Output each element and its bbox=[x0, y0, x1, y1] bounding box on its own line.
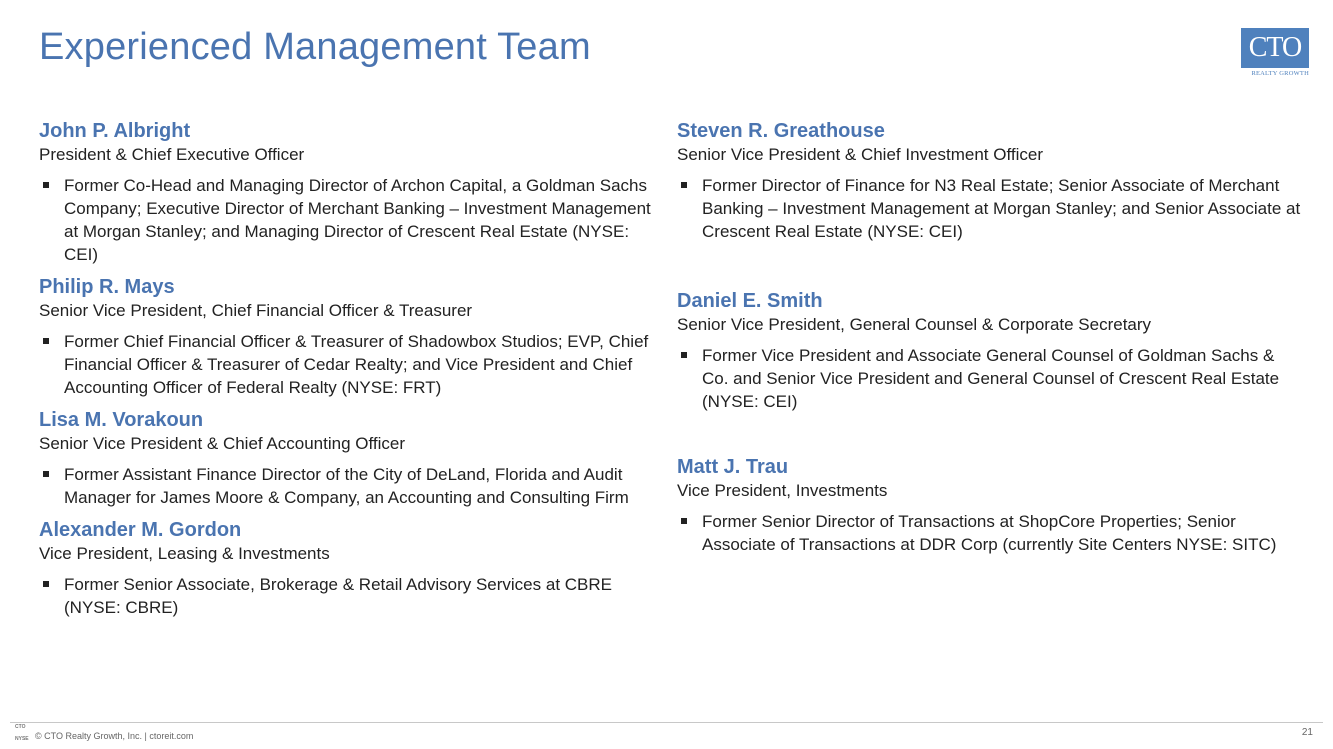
page-title: Experienced Management Team bbox=[39, 26, 591, 68]
member-bio-item bbox=[677, 510, 1302, 556]
member-role: President & Chief Executive Officer bbox=[39, 145, 305, 164]
member-bio-text: Former Senior Director of Transactions at ShopCore Properties; Senior Associate of Transactions at DDR Corp (currently Site Centers NYSE: SITC) bbox=[702, 512, 1277, 554]
square-bullet-icon bbox=[43, 471, 49, 477]
member-role: Senior Vice President, General Counsel & Corporate Secretary bbox=[677, 315, 1152, 334]
square-bullet-icon bbox=[43, 182, 49, 188]
member-name: Alexander M. Gordon bbox=[39, 519, 242, 541]
member-name: Daniel E. Smith bbox=[677, 290, 823, 312]
member-bio-text: Former Senior Associate, Brokerage & Retail Advisory Services at CBRE (NYSE: CBRE) bbox=[64, 575, 612, 617]
square-bullet-icon bbox=[43, 581, 49, 587]
member-bio-text: Former Director of Finance for N3 Real Estate; Senior Associate of Merchant Banking – Investment Management at Morgan Stanley; and Senior Associate at Crescent Real Estate (NYSE: CEI) bbox=[702, 176, 1301, 241]
footer-copyright: © CTO Realty Growth, Inc. | ctoreit.com bbox=[35, 731, 194, 741]
left-column bbox=[39, 118, 664, 629]
member-bio-text: Former Vice President and Associate General Counsel of Goldman Sachs & Co. and Senior Vice President and General Counsel of Crescent Real Estate (NYSE: CEI) bbox=[702, 346, 1280, 411]
right-column bbox=[677, 118, 1302, 566]
member-bio-item bbox=[39, 573, 664, 619]
member-role: Vice President, Leasing & Investments bbox=[39, 544, 330, 563]
member-bio-item bbox=[39, 174, 664, 266]
member-bio-text: Former Co-Head and Managing Director of Archon Capital, a Goldman Sachs Company; Executive Director of Merchant Banking – Investment Management at Morgan Stanley; and Managing Director of Crescent Real Estate (NYSE: CEI) bbox=[64, 176, 651, 264]
company-logo bbox=[1241, 28, 1309, 78]
footer-logo bbox=[15, 724, 33, 746]
team-member bbox=[677, 454, 1302, 556]
footer-logo-exchange: NYSE bbox=[15, 736, 29, 742]
footer-logo-mark: CTO bbox=[15, 724, 26, 730]
team-member bbox=[39, 517, 664, 619]
member-name: Lisa M. Vorakoun bbox=[39, 409, 204, 431]
square-bullet-icon bbox=[681, 182, 687, 188]
logo-mark: CTO bbox=[1241, 28, 1309, 68]
member-bio-text: Former Chief Financial Officer & Treasurer of Shadowbox Studios; EVP, Chief Financial Officer & Treasurer of Cedar Realty; and Vice President and Chief Accounting Officer of Federal Realty (NYSE: FRT) bbox=[64, 332, 649, 397]
square-bullet-icon bbox=[681, 352, 687, 358]
member-name: Matt J. Trau bbox=[677, 456, 789, 478]
square-bullet-icon bbox=[43, 338, 49, 344]
member-bio-text: Former Assistant Finance Director of the City of DeLand, Florida and Audit Manager for James Moore & Company, an Accounting and Consulting Firm bbox=[64, 465, 629, 507]
member-name: Steven R. Greathouse bbox=[677, 120, 885, 142]
member-role: Senior Vice President, Chief Financial Officer & Treasurer bbox=[39, 301, 473, 320]
member-bio-item bbox=[39, 330, 664, 399]
member-role: Senior Vice President & Chief Investment Officer bbox=[677, 145, 1043, 164]
team-member bbox=[39, 274, 664, 399]
page-number: 21 bbox=[1301, 727, 1313, 738]
member-role: Senior Vice President & Chief Accounting Officer bbox=[39, 434, 406, 453]
member-name: John P. Albright bbox=[39, 120, 191, 142]
team-member bbox=[39, 407, 664, 509]
member-bio-item bbox=[677, 174, 1302, 243]
member-role: Vice President, Investments bbox=[677, 481, 888, 500]
footer-divider bbox=[10, 722, 1323, 723]
member-bio-item bbox=[677, 344, 1302, 413]
team-member bbox=[39, 118, 664, 266]
team-member bbox=[677, 288, 1302, 444]
square-bullet-icon bbox=[681, 518, 687, 524]
member-name: Philip R. Mays bbox=[39, 276, 175, 298]
logo-subtitle: REALTY GROWTH bbox=[1251, 70, 1309, 77]
member-bio-item bbox=[39, 463, 664, 509]
team-member bbox=[677, 118, 1302, 278]
